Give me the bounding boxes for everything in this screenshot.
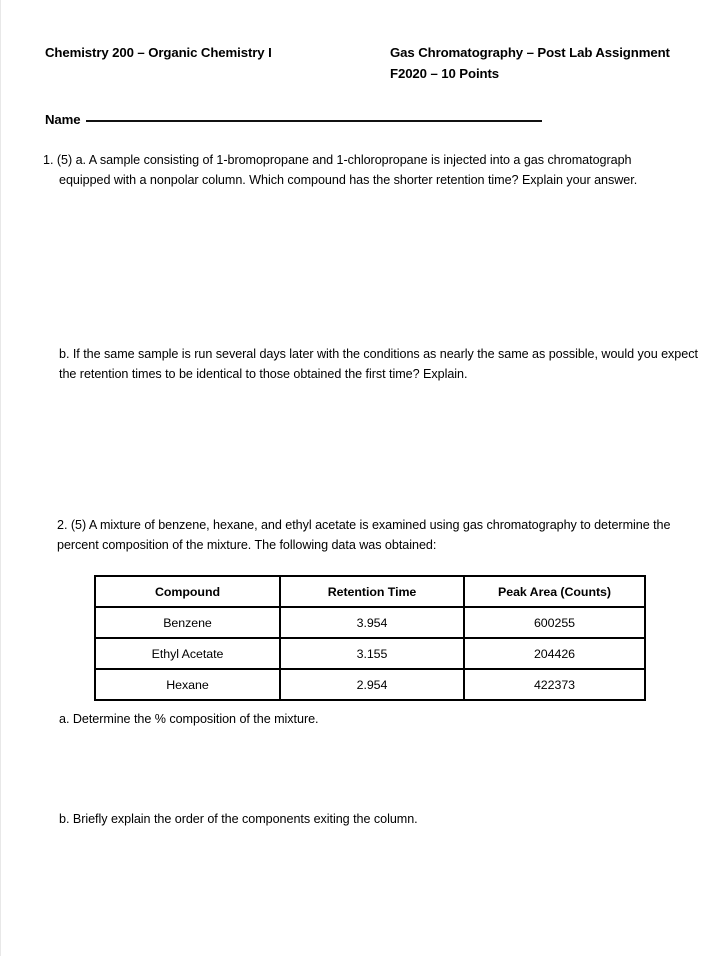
cell-peak-area: 600255 — [464, 607, 645, 638]
course-title: Chemistry 200 – Organic Chemistry I — [45, 45, 272, 60]
column-header-peak-area: Peak Area (Counts) — [464, 576, 645, 607]
question-1a-text-continued: equipped with a nonpolar column. Which compound has the shorter retention time? Explain your answer. — [59, 172, 638, 187]
cell-peak-area: 422373 — [464, 669, 645, 700]
cell-retention-time: 3.954 — [280, 607, 464, 638]
table-header-row — [95, 576, 645, 607]
assignment-heading — [390, 42, 704, 85]
name-label: Name — [45, 112, 81, 127]
term-points: F2020 – 10 Points — [390, 66, 499, 82]
question-1a-label: a. — [75, 153, 86, 167]
assignment-title: Gas Chromatography – Post Lab Assignment — [390, 45, 670, 60]
cell-peak-area: 204426 — [464, 638, 645, 669]
table-row — [95, 669, 645, 700]
question-2a: a. Determine the % composition of the mixture. — [59, 712, 319, 726]
column-header-compound: Compound — [95, 576, 280, 607]
gc-results-table — [94, 575, 646, 701]
table-row — [95, 638, 645, 669]
question-2-intro: 2. (5) A mixture of benzene, hexane, and ethyl acetate is examined using gas chromatography to determine the percent composition of the mixture. The following data was obtained: — [57, 518, 671, 552]
cell-compound: Hexane — [95, 669, 280, 700]
cell-retention-time: 3.155 — [280, 638, 464, 669]
question-1a-text: A sample consisting of 1-bromopropane and 1-chloropropane is injected into a gas chromatograph — [88, 153, 632, 167]
cell-retention-time: 2.954 — [280, 669, 464, 700]
document-header — [45, 42, 704, 85]
name-input-rule[interactable] — [86, 120, 542, 122]
gc-results-table-container — [94, 575, 644, 701]
cell-compound: Benzene — [95, 607, 280, 638]
question-1-number: 1. — [43, 153, 54, 167]
table-row — [95, 607, 645, 638]
name-field-row — [45, 112, 542, 127]
cell-compound: Ethyl Acetate — [95, 638, 280, 669]
question-2b: b. Briefly explain the order of the components exiting the column. — [59, 812, 418, 826]
question-1-points: (5) — [56, 153, 73, 167]
question-1b: b. If the same sample is run several days later with the conditions as nearly the same as possible, would you expect the retention times to be identical to those obtained the first time? Explain. — [59, 347, 698, 381]
column-header-retention-time: Retention Time — [280, 576, 464, 607]
question-1a — [43, 151, 708, 191]
